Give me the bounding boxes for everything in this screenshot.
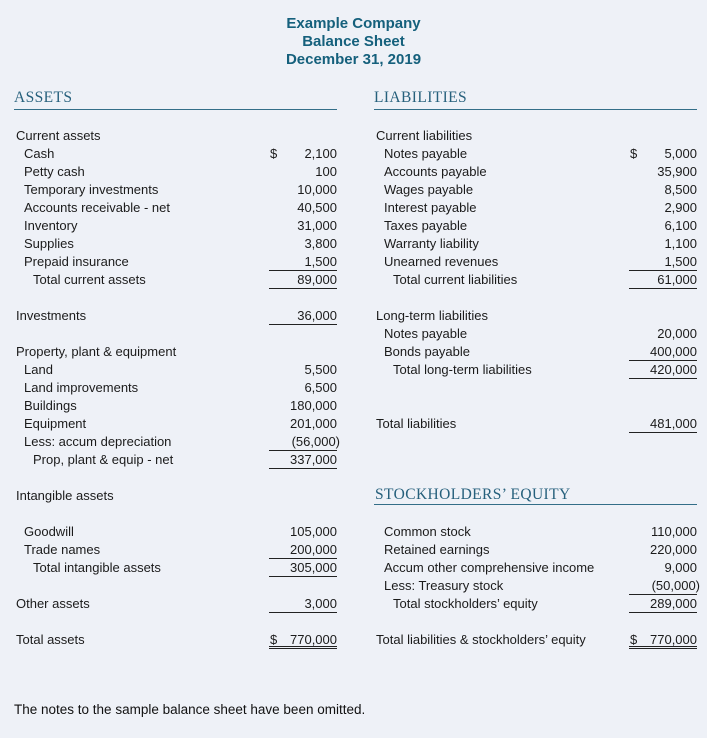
line-item-row <box>14 397 337 415</box>
line-item-label: Property, plant & equipment <box>16 344 177 359</box>
line-item-label: Investments <box>16 308 87 323</box>
line-item-row <box>374 577 700 595</box>
line-item-value <box>269 253 337 271</box>
amount-text: 305,000 <box>290 560 337 575</box>
amount-text: 201,000 <box>290 416 337 431</box>
amount-text: 36,000 <box>297 308 337 323</box>
line-item-row <box>14 541 337 559</box>
line-item-label: Warranty liability <box>384 236 479 251</box>
line-item-label: Intangible assets <box>16 488 114 503</box>
line-item-label: Less: accum depreciation <box>24 434 172 449</box>
line-item-label: Retained earnings <box>384 542 490 557</box>
dollar-sign: $ <box>630 146 638 161</box>
line-item-label: Long-term liabilities <box>376 308 488 323</box>
line-item-row <box>374 325 697 343</box>
line-item-value <box>629 415 697 433</box>
amount-text: 8,500 <box>664 182 697 197</box>
liabilities-equity-rows <box>374 127 700 649</box>
line-item-value <box>269 199 337 217</box>
amount-text: 5,500 <box>304 362 337 377</box>
amount-text: 770,000 <box>290 632 337 647</box>
amount-text: 200,000 <box>290 542 337 557</box>
line-item-value <box>269 181 337 199</box>
line-item-value <box>269 361 337 379</box>
line-item-value <box>629 253 697 271</box>
line-item-value <box>269 397 337 415</box>
line-item-label: Notes payable <box>384 146 468 161</box>
line-item-value <box>269 451 337 469</box>
footnote: The notes to the sample balance sheet have been omitted. <box>14 702 366 717</box>
line-item-label: Supplies <box>24 236 74 251</box>
line-item-label: Equipment <box>24 416 87 431</box>
line-item-row <box>374 235 697 253</box>
liabilities-equity-column <box>374 89 700 649</box>
amount-text: 10,000 <box>297 182 337 197</box>
amount-text: 5,000 <box>664 146 697 161</box>
line-item-row <box>14 217 337 235</box>
amount-text: 105,000 <box>290 524 337 539</box>
line-item-value <box>269 307 337 325</box>
line-item-row <box>374 595 697 613</box>
line-item-value <box>269 145 337 163</box>
line-item-value <box>629 217 697 235</box>
spacer-row <box>374 469 697 487</box>
amount-text: 9,000 <box>664 560 697 575</box>
line-item-row <box>14 487 337 505</box>
line-item-value <box>629 541 697 559</box>
line-item-value <box>629 595 697 613</box>
amount-text: 3,000 <box>304 596 337 611</box>
line-item-label: Interest payable <box>384 200 477 215</box>
line-item-row <box>14 199 337 217</box>
line-item-value <box>629 577 700 595</box>
assets-heading: ASSETS <box>14 90 337 110</box>
line-item-label: Accum other comprehensive income <box>384 560 595 575</box>
amount-text: 400,000 <box>650 344 697 359</box>
line-item-row <box>14 451 337 469</box>
line-item-label: Bonds payable <box>384 344 471 359</box>
amount-text: 3,800 <box>304 236 337 251</box>
spacer-row <box>14 505 337 523</box>
line-item-value <box>629 343 697 361</box>
line-item-row <box>374 361 697 379</box>
line-item-value <box>629 145 697 163</box>
dollar-sign: $ <box>270 146 278 161</box>
line-item-row <box>14 559 337 577</box>
line-item-label: Current liabilities <box>376 128 473 143</box>
liabilities-heading: LIABILITIES <box>374 90 697 110</box>
amount-text: 89,000 <box>297 272 337 287</box>
line-item-label: Temporary investments <box>24 182 159 197</box>
line-item-row <box>14 235 337 253</box>
line-item-row <box>374 415 697 433</box>
line-item-row <box>14 361 337 379</box>
line-item-label: Buildings <box>24 398 77 413</box>
line-item-label: Accounts payable <box>384 164 487 179</box>
line-item-row <box>14 307 337 325</box>
line-item-row <box>374 181 697 199</box>
line-item-label: Goodwill <box>24 524 74 539</box>
line-item-row <box>14 343 337 361</box>
line-item-row <box>14 379 337 397</box>
line-item-label: Current assets <box>16 128 101 143</box>
amount-text: 110,000 <box>650 524 697 539</box>
line-item-value <box>269 379 337 397</box>
line-item-row <box>14 595 337 613</box>
spacer-row <box>14 469 337 487</box>
spacer-row <box>374 397 697 415</box>
line-item-value <box>269 631 337 649</box>
line-item-row <box>14 415 337 433</box>
spacer-row <box>14 325 337 343</box>
line-item-row <box>14 163 337 181</box>
line-item-label: Total stockholders’ equity <box>393 596 538 611</box>
report-header <box>0 0 707 69</box>
line-item-row <box>14 433 340 451</box>
amount-text: 2,100 <box>304 146 337 161</box>
line-item-row <box>374 343 697 361</box>
balance-sheet-columns <box>0 90 707 649</box>
line-item-value <box>269 217 337 235</box>
line-item-row <box>374 163 697 181</box>
line-item-label: Petty cash <box>24 164 85 179</box>
line-item-row <box>14 253 337 271</box>
line-item-label: Total intangible assets <box>33 560 161 575</box>
line-item-value <box>629 235 697 253</box>
line-item-value <box>269 541 337 559</box>
spacer-row <box>374 451 697 469</box>
line-item-label: Total liabilities & stockholders’ equity <box>376 632 586 647</box>
company-name: Example Company <box>286 15 421 32</box>
line-item-value <box>269 235 337 253</box>
line-item-row <box>14 523 337 541</box>
spacer-row <box>14 577 337 595</box>
line-item-label: Unearned revenues <box>384 254 499 269</box>
amount-text: 100 <box>315 164 337 179</box>
line-item-label: Prepaid insurance <box>24 254 129 269</box>
amount-text: 2,900 <box>664 200 697 215</box>
spacer-row <box>374 613 697 631</box>
line-item-value <box>629 181 697 199</box>
line-item-value <box>629 361 697 379</box>
spacer-row <box>374 289 697 307</box>
line-item-row <box>374 631 697 649</box>
line-item-row <box>374 271 697 289</box>
line-item-label: Trade names <box>24 542 101 557</box>
line-item-row <box>374 145 697 163</box>
line-item-value <box>269 271 337 289</box>
amount-text: 1,100 <box>664 236 697 251</box>
line-item-row <box>374 307 697 325</box>
line-item-value <box>269 559 337 577</box>
spacer-row <box>14 289 337 307</box>
line-item-label: Accounts receivable - net <box>24 200 170 215</box>
line-item-row <box>374 523 697 541</box>
amount-text: 31,000 <box>297 218 337 233</box>
line-item-row <box>374 199 697 217</box>
amount-text: 180,000 <box>290 398 337 413</box>
line-item-label: Land <box>24 362 53 377</box>
line-item-row <box>14 145 337 163</box>
line-item-row <box>14 181 337 199</box>
amount-text: (50,000) <box>651 578 700 593</box>
dollar-sign: $ <box>270 632 278 647</box>
line-item-value <box>269 163 337 181</box>
line-item-label: Common stock <box>384 524 471 539</box>
line-item-label: Total assets <box>16 632 85 647</box>
line-item-label: Total current liabilities <box>393 272 518 287</box>
line-item-row <box>374 217 697 235</box>
line-item-label: Land improvements <box>24 380 139 395</box>
line-item-label: Wages payable <box>384 182 474 197</box>
line-item-row <box>374 541 697 559</box>
line-item-label: Total long-term liabilities <box>393 362 532 377</box>
line-item-label: Prop, plant & equip - net <box>33 452 174 467</box>
amount-text: 20,000 <box>657 326 697 341</box>
line-item-row <box>374 127 697 145</box>
line-item-label: Cash <box>24 146 55 161</box>
line-item-value <box>629 631 697 649</box>
amount-text: 220,000 <box>650 542 697 557</box>
assets-column <box>14 89 340 649</box>
amount-text: (56,000) <box>291 434 340 449</box>
line-item-label: Inventory <box>24 218 78 233</box>
amount-text: 6,100 <box>664 218 697 233</box>
amount-text: 61,000 <box>657 272 697 287</box>
equity-heading: STOCKHOLDERS’ EQUITY <box>374 487 697 505</box>
line-item-label: Taxes payable <box>384 218 468 233</box>
amount-text: 337,000 <box>290 452 337 467</box>
line-item-row <box>374 253 697 271</box>
amount-text: 481,000 <box>650 416 697 431</box>
spacer-row <box>14 613 337 631</box>
line-item-label: Less: Treasury stock <box>384 578 504 593</box>
report-date: December 31, 2019 <box>285 51 422 68</box>
report-title: Balance Sheet <box>302 33 405 50</box>
line-item-row <box>14 127 337 145</box>
line-item-row <box>14 271 337 289</box>
amount-text: 289,000 <box>650 596 697 611</box>
line-item-row <box>374 559 697 577</box>
line-item-label: Notes payable <box>384 326 468 341</box>
line-item-value <box>629 199 697 217</box>
amount-text: 770,000 <box>650 632 697 647</box>
line-item-row <box>14 631 337 649</box>
spacer-row <box>374 433 697 451</box>
line-item-value <box>269 433 340 451</box>
amount-text: 35,900 <box>657 164 697 179</box>
line-item-value <box>629 523 697 541</box>
line-item-value <box>269 523 337 541</box>
line-item-value <box>629 163 697 181</box>
line-item-value <box>269 595 337 613</box>
amount-text: 40,500 <box>297 200 337 215</box>
spacer-row <box>374 379 697 397</box>
spacer-row <box>374 505 697 523</box>
line-item-value <box>629 559 697 577</box>
amount-text: 1,500 <box>304 254 337 269</box>
line-item-label: Total current assets <box>33 272 146 287</box>
amount-text: 420,000 <box>650 362 697 377</box>
line-item-value <box>629 325 697 343</box>
dollar-sign: $ <box>630 632 638 647</box>
line-item-label: Other assets <box>16 596 90 611</box>
assets-rows <box>14 127 340 649</box>
line-item-value <box>629 271 697 289</box>
amount-text: 1,500 <box>664 254 697 269</box>
line-item-value <box>269 415 337 433</box>
amount-text: 6,500 <box>304 380 337 395</box>
line-item-label: Total liabilities <box>376 416 457 431</box>
